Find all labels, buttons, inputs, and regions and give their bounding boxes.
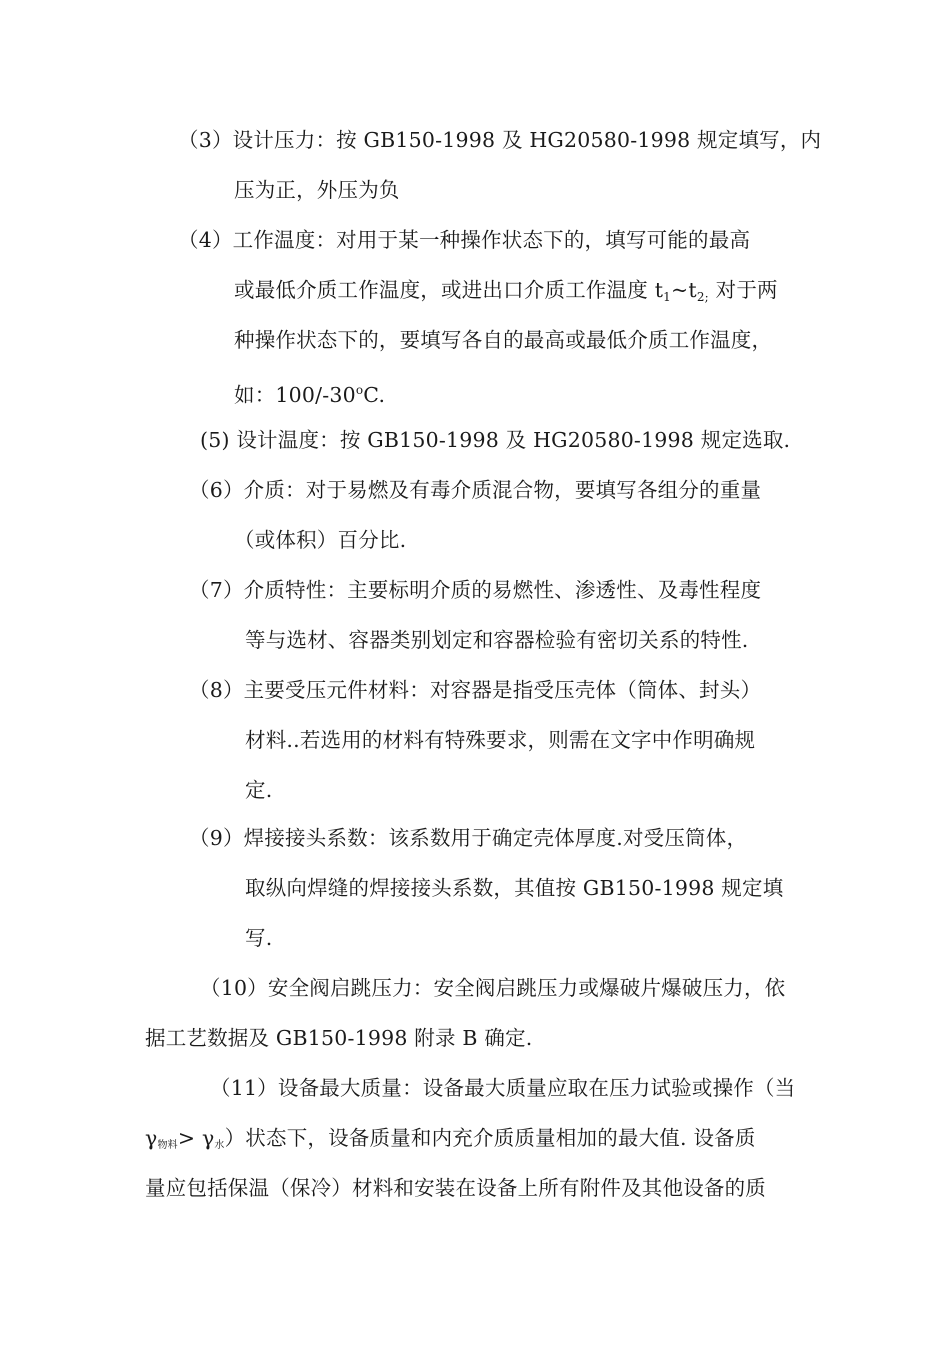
item-10-line-1: （10）安全阀启跳压力：安全阀启跳压力或爆破片爆破压力，依	[200, 976, 786, 1000]
item-4-line-4-text-a: 如：100/-30	[234, 383, 356, 407]
subscript-material: 物料	[157, 1140, 178, 1151]
item-11-line-3: 量应包括保温（保冷）材料和安装在设备上所有附件及其他设备的质	[145, 1176, 766, 1200]
item-6-line-2: （或体积）百分比.	[234, 528, 407, 552]
subscript-water: 水	[214, 1140, 225, 1151]
gt-gamma: > γ	[177, 1126, 215, 1150]
item-8-line-3: 定.	[245, 778, 273, 802]
item-9-line-2: 取纵向焊缝的焊接接头系数，其值按 GB150-1998 规定填	[245, 876, 784, 900]
subscript-2: 2;	[696, 290, 709, 304]
item-6-line-1: （6）介质：对于易燃及有毒介质混合物，要填写各组分的重量	[189, 478, 762, 502]
item-4-line-3: 种操作状态下的，要填写各自的最高或最低介质工作温度，	[234, 328, 773, 352]
item-4-line-2	[234, 276, 778, 311]
item-11-line-1: （11）设备最大质量：设备最大质量应取在压力试验或操作（当	[210, 1076, 796, 1100]
item-4-line-2-text-b: ~t	[671, 278, 697, 302]
item-9-line-3: 写.	[245, 926, 273, 950]
item-9-line-1: （9）焊接接头系数：该系数用于确定壳体厚度.对受压筒体，	[189, 826, 748, 850]
item-3-line-2: 压为正，外压为负	[234, 178, 400, 202]
item-10-line-2: 据工艺数据及 GB150-1998 附录 B 确定.	[145, 1026, 533, 1050]
item-11-line-2-text: ）状态下，设备质量和内充介质质量相加的最大值. 设备质	[224, 1126, 756, 1150]
gamma-symbol: γ	[145, 1126, 158, 1150]
item-7-line-2: 等与选材、容器类别划定和容器检验有密切关系的特性.	[245, 628, 749, 652]
subscript-1: 1	[663, 290, 671, 304]
item-8-line-2: 材料..若选用的材料有特殊要求，则需在文字中作明确规	[245, 728, 756, 752]
item-11-line-2	[145, 1124, 756, 1160]
item-4-line-4	[234, 376, 385, 409]
item-4-line-1: （4）工作温度：对用于某一种操作状态下的，填写可能的最高	[178, 228, 751, 252]
item-3-line-1: （3）设计压力：按 GB150-1998 及 HG20580-1998 规定填写，内	[178, 128, 822, 152]
item-8-line-1: （8）主要受压元件材料：对容器是指受压壳体（筒体、封头）	[189, 678, 762, 702]
item-4-line-2-text-a: 或最低介质工作温度，或进出口介质工作温度 t	[234, 278, 664, 302]
degree-superscript: o	[355, 383, 364, 397]
item-4-line-2-text-c: 对于两	[708, 278, 778, 302]
item-7-line-1: （7）介质特性：主要标明介质的易燃性、渗透性、及毒性程度	[189, 578, 762, 602]
item-5-line-1: (5) 设计温度：按 GB150-1998 及 HG20580-1998 规定选取.	[200, 428, 791, 452]
item-4-line-4-text-b: C.	[363, 383, 386, 407]
